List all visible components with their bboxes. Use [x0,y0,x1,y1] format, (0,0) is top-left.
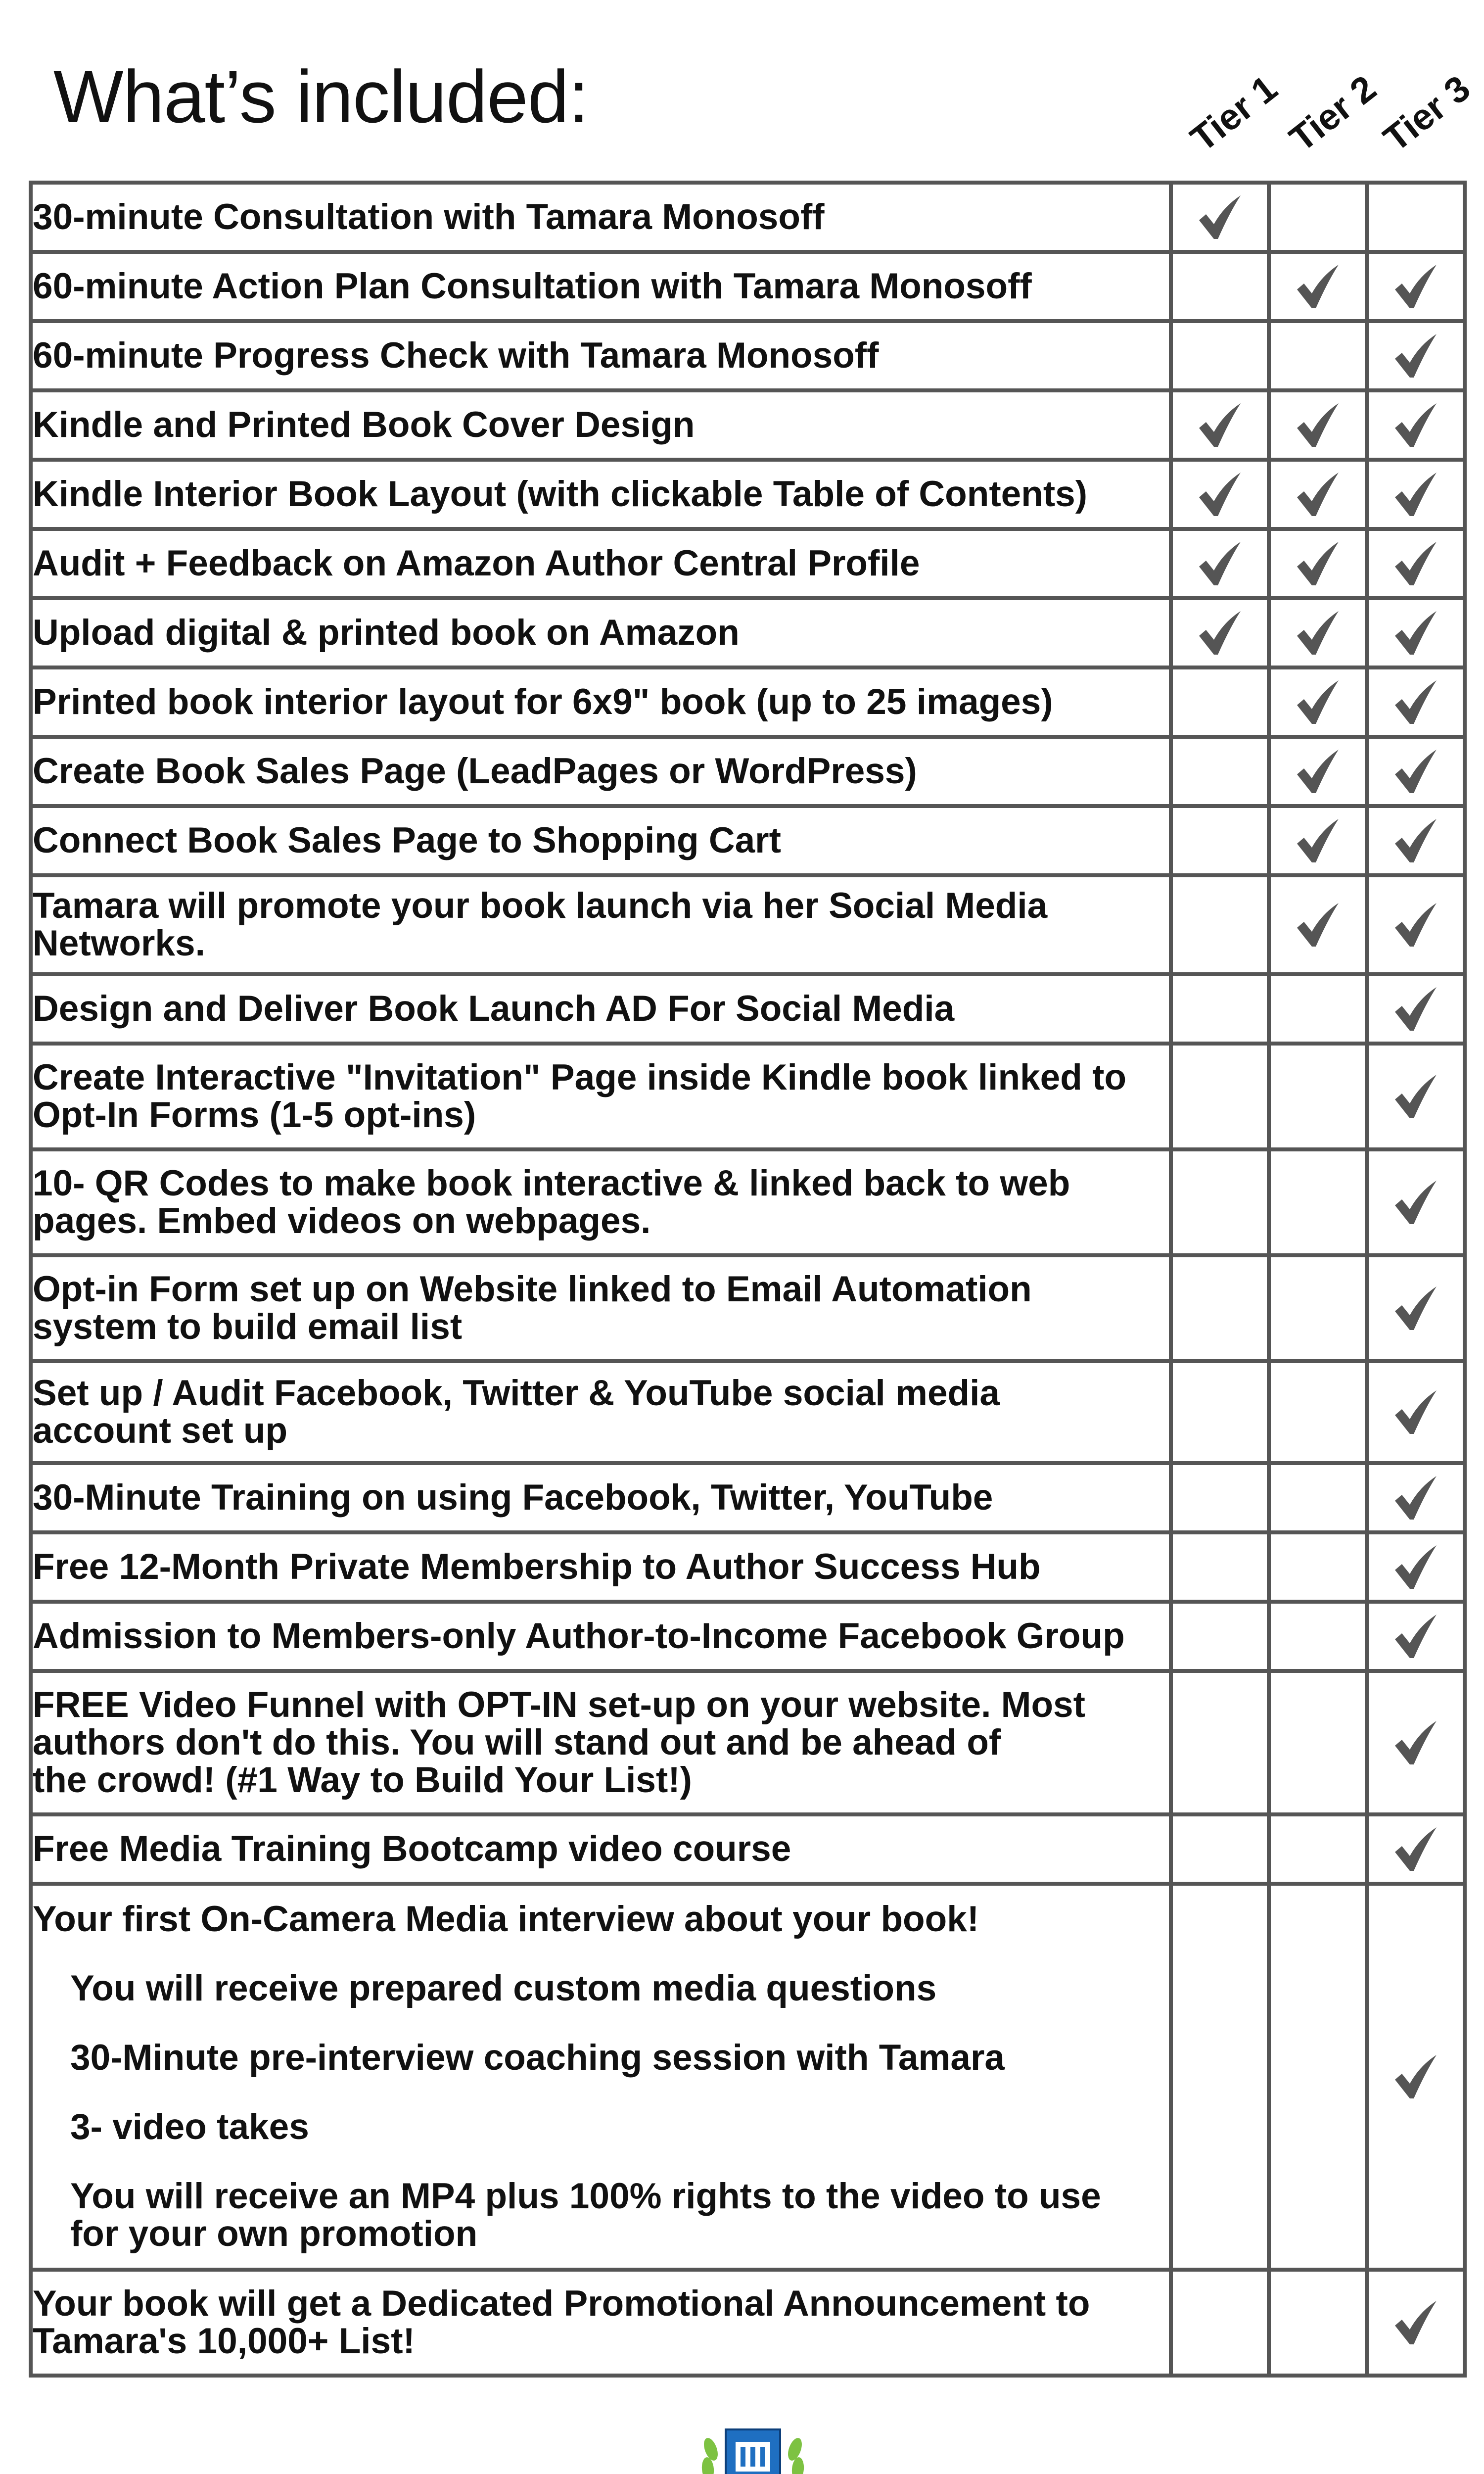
feature-label [31,252,1171,321]
feature-text: Opt-In Forms (1-5 opt-ins) [33,1095,476,1135]
tier-2-cell [1269,2270,1367,2376]
feature-text: Free 12-Month Private Membership to Author Success Hub [33,1547,1041,1587]
table-row [31,321,1465,390]
feature-label [31,875,1171,974]
tier-3-cell [1367,390,1465,460]
tier-2-cell [1269,1361,1367,1463]
feature-text: pages. Embed videos on webpages. [33,1201,651,1241]
feature-text: Upload digital & printed book on Amazon [33,613,740,653]
checkmark-icon [1194,608,1246,658]
checkmark-icon [1292,677,1344,727]
feature-label [31,1532,1171,1602]
checkmark-icon [1292,608,1344,658]
checkmark-icon [1292,816,1344,865]
tier-1-cell [1171,183,1269,252]
table-row [31,252,1465,321]
checkmark-icon [1194,539,1246,588]
tier-1-cell [1171,1044,1269,1149]
checkmark-icon [1390,984,1441,1034]
feature-text: Create Book Sales Page (LeadPages or WordPress) [33,751,917,791]
feature-subitem: You will receive an MP4 plus 100% rights to the video to use [70,2176,1101,2216]
features-table-container [29,181,1463,2378]
feature-subitem: for your own promotion [70,2214,478,2254]
feature-text: Networks. [33,923,205,963]
page-title: What’s included: [53,55,589,138]
feature-label [31,1361,1171,1463]
checkmark-icon [1390,1072,1441,1121]
tier-1-cell [1171,460,1269,529]
checkmark-icon [1194,470,1246,519]
feature-label [31,390,1171,460]
table-row [31,460,1465,529]
tier-1-cell [1171,737,1269,806]
feature-text: Create Interactive "Invitation" Page inside Kindle book linked to [33,1057,1127,1097]
table-row [31,875,1465,974]
table-row [31,1814,1465,1884]
feature-text: Admission to Members-only Author-to-Income Facebook Group [33,1616,1125,1656]
tier-1-cell [1171,2270,1269,2376]
checkmark-icon [1390,539,1441,588]
laurel-shield-logo [696,2415,810,2474]
tier-3-cell [1367,460,1465,529]
feature-text: Connect Book Sales Page to Shopping Cart [33,820,781,860]
feature-label [31,321,1171,390]
table-row [31,1884,1465,2270]
table-row [31,529,1465,598]
checkmark-icon [1292,262,1344,311]
feature-text: system to build email list [33,1307,463,1347]
tier-3-cell [1367,806,1465,875]
checkmark-icon [1390,608,1441,658]
tier-3-cell [1367,1884,1465,2270]
tier-3-cell [1367,321,1465,390]
feature-subitem: 30-Minute pre-interview coaching session with Tamara [70,2038,1005,2078]
checkmark-icon [1390,2298,1441,2347]
feature-text: Kindle and Printed Book Cover Design [33,405,695,445]
table-row [31,598,1465,667]
tier-3-cell [1367,667,1465,737]
tier-2-cell [1269,1044,1367,1149]
feature-label [31,1884,1171,2270]
feature-text: 60-minute Progress Check with Tamara Monosoff [33,335,879,376]
tier-3-cell [1367,1361,1465,1463]
tier-3-cell [1367,529,1465,598]
feature-label [31,460,1171,529]
table-row [31,1255,1465,1361]
checkmark-icon [1390,677,1441,727]
feature-text: Kindle Interior Book Layout (with clickable Table of Contents) [33,474,1088,514]
tier-3-cell [1367,1044,1465,1149]
feature-text: Set up / Audit Facebook, Twitter & YouTube social media [33,1373,1000,1413]
tier-1-cell [1171,875,1269,974]
tier-1-cell [1171,1884,1269,2270]
tier-2-cell [1269,390,1367,460]
checkmark-icon [1390,262,1441,311]
feature-text: the crowd! (#1 Way to Build Your List!) [33,1760,692,1800]
tier-3-cell [1367,1671,1465,1814]
tier-1-cell [1171,1463,1269,1532]
tier-1-header: Tier 1 [1183,67,1285,160]
checkmark-icon [1390,1284,1441,1333]
feature-text: Tamara will promote your book launch via her Social Media [33,886,1048,926]
checkmark-icon [1292,470,1344,519]
tier-2-cell [1269,1671,1367,1814]
tier-3-cell [1367,875,1465,974]
checkmark-icon [1390,1178,1441,1227]
feature-text: 30-minute Consultation with Tamara Monosoff [33,197,825,237]
checkmark-icon [1194,192,1246,242]
table-row [31,390,1465,460]
tier-2-cell [1269,1149,1367,1255]
tier-2-cell [1269,1532,1367,1602]
feature-label [31,1044,1171,1149]
feature-label [31,1602,1171,1671]
feature-label [31,806,1171,875]
tier-3-cell [1367,1255,1465,1361]
tier-2-cell [1269,737,1367,806]
tier-1-cell [1171,390,1269,460]
feature-text: Printed book interior layout for 6x9" book (up to 25 images) [33,682,1053,722]
tier-2-cell [1269,252,1367,321]
checkmark-icon [1194,400,1246,450]
tier-1-cell [1171,1671,1269,1814]
tier-2-cell [1269,1814,1367,1884]
tier-1-cell [1171,974,1269,1044]
tier-1-cell [1171,667,1269,737]
feature-label [31,1463,1171,1532]
table-row [31,1671,1465,1814]
tier-1-cell [1171,1814,1269,1884]
tier-1-cell [1171,1149,1269,1255]
tier-3-cell [1367,1463,1465,1532]
feature-text: 60-minute Action Plan Consultation with Tamara Monosoff [33,266,1032,306]
checkmark-icon [1292,747,1344,796]
tier-3-cell [1367,183,1465,252]
table-row [31,1361,1465,1463]
table-row [31,1602,1465,1671]
feature-label [31,1149,1171,1255]
features-table [29,181,1467,2378]
checkmark-icon [1390,747,1441,796]
tier-1-cell [1171,529,1269,598]
checkmark-icon [1390,1387,1441,1437]
feature-label [31,1255,1171,1361]
tier-1-cell [1171,1532,1269,1602]
tier-3-cell [1367,1532,1465,1602]
tier-2-cell [1269,460,1367,529]
feature-text: authors don't do this. You will stand out and be ahead of [33,1722,1001,1762]
tier-2-cell [1269,1884,1367,2270]
checkmark-icon [1390,816,1441,865]
table-row [31,806,1465,875]
feature-label [31,737,1171,806]
tier-3-cell [1367,1814,1465,1884]
table-row [31,737,1465,806]
table-row [31,1463,1465,1532]
checkmark-icon [1390,1718,1441,1767]
tier-2-cell [1269,598,1367,667]
tier-2-cell [1269,529,1367,598]
tier-1-cell [1171,321,1269,390]
checkmark-icon [1390,331,1441,381]
table-row [31,2270,1465,2376]
feature-text: Free Media Training Bootcamp video course [33,1829,791,1869]
tier-1-cell [1171,598,1269,667]
tier-2-cell [1269,1255,1367,1361]
tier-1-cell [1171,252,1269,321]
feature-text: FREE Video Funnel with OPT-IN set-up on your website. Most [33,1685,1085,1725]
table-row [31,183,1465,252]
checkmark-icon [1390,900,1441,950]
checkmark-icon [1292,539,1344,588]
checkmark-icon [1390,1473,1441,1522]
table-row [31,1044,1465,1149]
checkmark-icon [1390,470,1441,519]
tier-2-cell [1269,974,1367,1044]
feature-label [31,2270,1171,2376]
checkmark-icon [1390,1542,1441,1592]
feature-text: Your book will get a Dedicated Promotional Announcement to [33,2284,1090,2324]
checkmark-icon [1390,1824,1441,1874]
tier-1-cell [1171,1255,1269,1361]
tier-2-cell [1269,1463,1367,1532]
tier-1-cell [1171,806,1269,875]
checkmark-icon [1292,900,1344,950]
feature-text: account set up [33,1411,288,1451]
feature-label [31,529,1171,598]
tier-3-cell [1367,737,1465,806]
tier-3-cell [1367,1149,1465,1255]
tier-2-cell [1269,875,1367,974]
feature-text: 30-Minute Training on using Facebook, Twitter, YouTube [33,1477,993,1518]
table-row [31,1532,1465,1602]
checkmark-icon [1390,1612,1441,1661]
tier-2-header: Tier 2 [1282,67,1384,160]
tier-2-cell [1269,1602,1367,1671]
checkmark-icon [1390,400,1441,450]
feature-text: Your first On-Camera Media interview about your book! [33,1899,979,1939]
feature-subitem: You will receive prepared custom media questions [70,1968,937,2008]
tier-3-header: Tier 3 [1376,67,1478,160]
tier-3-cell [1367,598,1465,667]
checkmark-icon [1292,400,1344,450]
tier-2-cell [1269,667,1367,737]
tier-3-cell [1367,2270,1465,2376]
feature-label [31,974,1171,1044]
tier-1-cell [1171,1361,1269,1463]
feature-label [31,598,1171,667]
feature-subitem: 3- video takes [70,2107,309,2147]
feature-label [31,183,1171,252]
table-row [31,974,1465,1044]
feature-text: 10- QR Codes to make book interactive & linked back to web [33,1163,1070,1203]
tier-3-cell [1367,252,1465,321]
tier-3-cell [1367,974,1465,1044]
table-row [31,667,1465,737]
checkmark-icon [1390,2052,1441,2101]
tier-1-cell [1171,1602,1269,1671]
feature-text: Opt-in Form set up on Website linked to Email Automation [33,1269,1032,1309]
tier-3-cell [1367,1602,1465,1671]
tier-2-cell [1269,321,1367,390]
feature-label [31,1814,1171,1884]
feature-label [31,1671,1171,1814]
feature-label [31,667,1171,737]
tier-2-cell [1269,806,1367,875]
feature-text: Audit + Feedback on Amazon Author Central Profile [33,543,920,583]
feature-text: Tamara's 10,000+ List! [33,2321,415,2361]
feature-text: Design and Deliver Book Launch AD For Social Media [33,989,955,1029]
table-row [31,1149,1465,1255]
tier-2-cell [1269,183,1367,252]
